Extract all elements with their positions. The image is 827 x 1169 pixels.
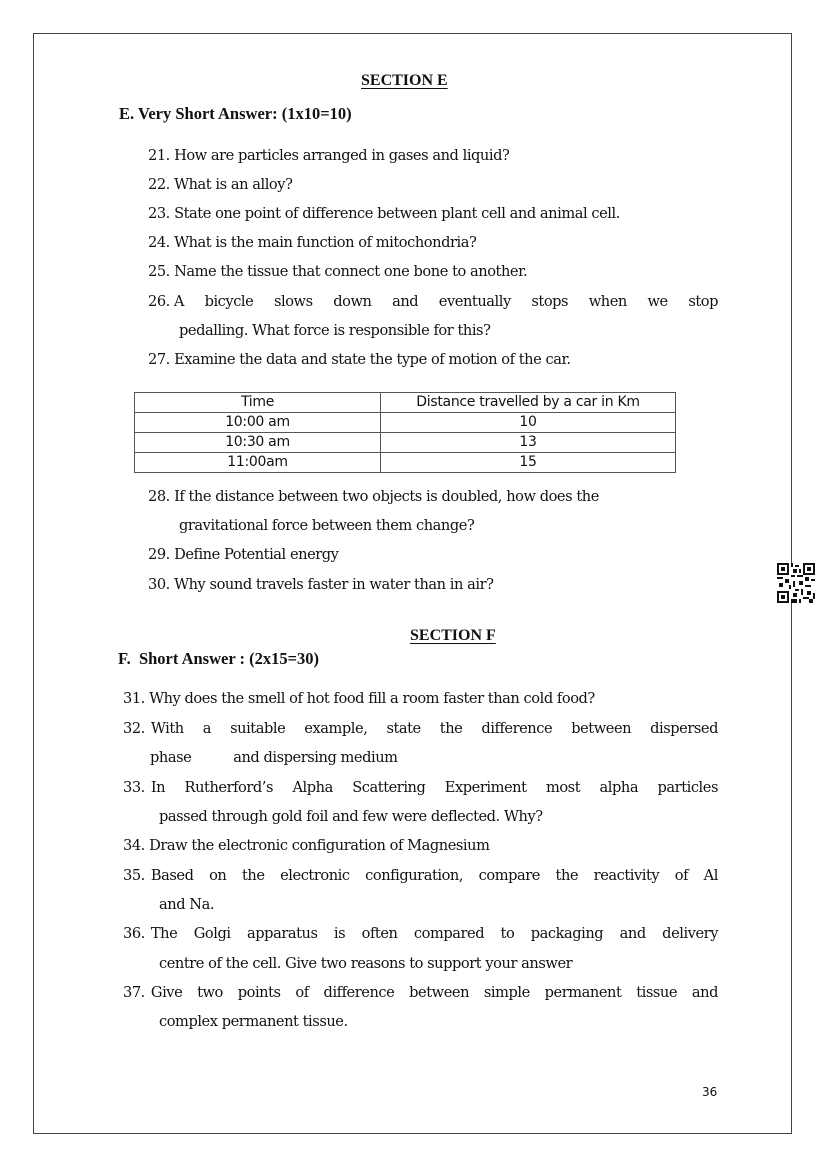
question-number: 37. [123, 984, 145, 1001]
question-32 [123, 720, 718, 737]
table-cell-time: 10:30 am [135, 433, 381, 453]
section-f-title: SECTION F [410, 627, 496, 644]
question-23 [148, 205, 620, 222]
qr-code-icon[interactable] [777, 563, 815, 603]
question-text: State one point of difference between plant cell and animal cell. [174, 205, 620, 222]
page-number: 36 [702, 1085, 718, 1099]
question-text: How are particles arranged in gases and liquid? [174, 147, 510, 164]
table-row [135, 413, 676, 433]
question-text: Why sound travels faster in water than in air? [174, 576, 494, 593]
table-cell-time: 10:00 am [135, 413, 381, 433]
question-22 [148, 176, 292, 193]
table-cell-distance: 15 [381, 453, 676, 473]
table-cell-distance: 10 [381, 413, 676, 433]
table-cell-distance: 13 [381, 433, 676, 453]
table-row [135, 433, 676, 453]
question-text-line-1: With a suitable example, state the difference between dispersed [150, 720, 718, 737]
question-25 [148, 263, 527, 280]
question-text: If the distance between two objects is doubled, how does the [174, 488, 599, 505]
question-number: 35. [123, 867, 145, 884]
question-number: 26. [148, 293, 170, 310]
question-32-continued: phase and dispersing medium [150, 749, 398, 766]
question-37 [123, 984, 718, 1001]
question-31 [123, 690, 595, 707]
question-number: 28. [148, 488, 170, 505]
question-number: 22. [148, 176, 170, 193]
car-motion-table [134, 392, 676, 473]
question-number: 33. [123, 779, 145, 796]
question-34 [123, 837, 489, 854]
question-26 [148, 293, 718, 310]
question-text: What is the main function of mitochondria? [174, 234, 477, 251]
question-28 [148, 488, 599, 505]
question-number: 30. [148, 576, 170, 593]
question-number: 34. [123, 837, 145, 854]
question-text: Define Potential energy [174, 546, 339, 563]
section-f-heading: F. Short Answer : (2x15=30) [118, 649, 319, 668]
section-e-heading: E. Very Short Answer: (1x10=10) [119, 104, 352, 123]
question-text-line-1: In Rutherford’s Alpha Scattering Experiment most alpha particles [150, 779, 718, 796]
question-number: 29. [148, 546, 170, 563]
question-33-continued: passed through gold foil and few were deflected. Why? [159, 808, 543, 825]
question-21 [148, 147, 509, 164]
question-number: 21. [148, 147, 170, 164]
question-number: 36. [123, 925, 145, 942]
section-e-title: SECTION E [361, 72, 448, 89]
question-text: Examine the data and state the type of motion of the car. [174, 351, 571, 368]
question-35-continued: and Na. [159, 896, 215, 913]
question-36 [123, 925, 718, 942]
question-number: 32. [123, 720, 145, 737]
question-29 [148, 546, 338, 563]
question-text-line-1: The Golgi apparatus is often compared to packaging and delivery [150, 925, 718, 942]
question-30 [148, 576, 494, 593]
question-text-line-1: Give two points of difference between simple permanent tissue and [150, 984, 718, 1001]
table-row [135, 453, 676, 473]
question-text: Why does the smell of hot food fill a room faster than cold food? [149, 690, 595, 707]
question-28-continued: gravitational force between them change? [179, 517, 475, 534]
question-24 [148, 234, 476, 251]
question-35 [123, 867, 718, 884]
question-text-line-1: A bicycle slows down and eventually stops when we stop [173, 293, 718, 310]
question-number: 27. [148, 351, 170, 368]
question-text: Draw the electronic configuration of Magnesium [149, 837, 490, 854]
question-37-continued: complex permanent tissue. [159, 1013, 348, 1030]
question-36-continued: centre of the cell. Give two reasons to support your answer [159, 955, 573, 972]
table-header-time: Time [135, 393, 381, 413]
question-26-continued: pedalling. What force is responsible for this? [179, 322, 491, 339]
table-header-row [135, 393, 676, 413]
table-cell-time: 11:00am [135, 453, 381, 473]
question-text: What is an alloy? [174, 176, 293, 193]
question-number: 24. [148, 234, 170, 251]
question-number: 25. [148, 263, 170, 280]
question-33 [123, 779, 718, 796]
question-text: Name the tissue that connect one bone to another. [174, 263, 528, 280]
question-number: 31. [123, 690, 145, 707]
question-27 [148, 351, 571, 368]
question-text-line-1: Based on the electronic configuration, compare the reactivity of Al [150, 867, 718, 884]
table-header-distance: Distance travelled by a car in Km [381, 393, 676, 413]
question-number: 23. [148, 205, 170, 222]
